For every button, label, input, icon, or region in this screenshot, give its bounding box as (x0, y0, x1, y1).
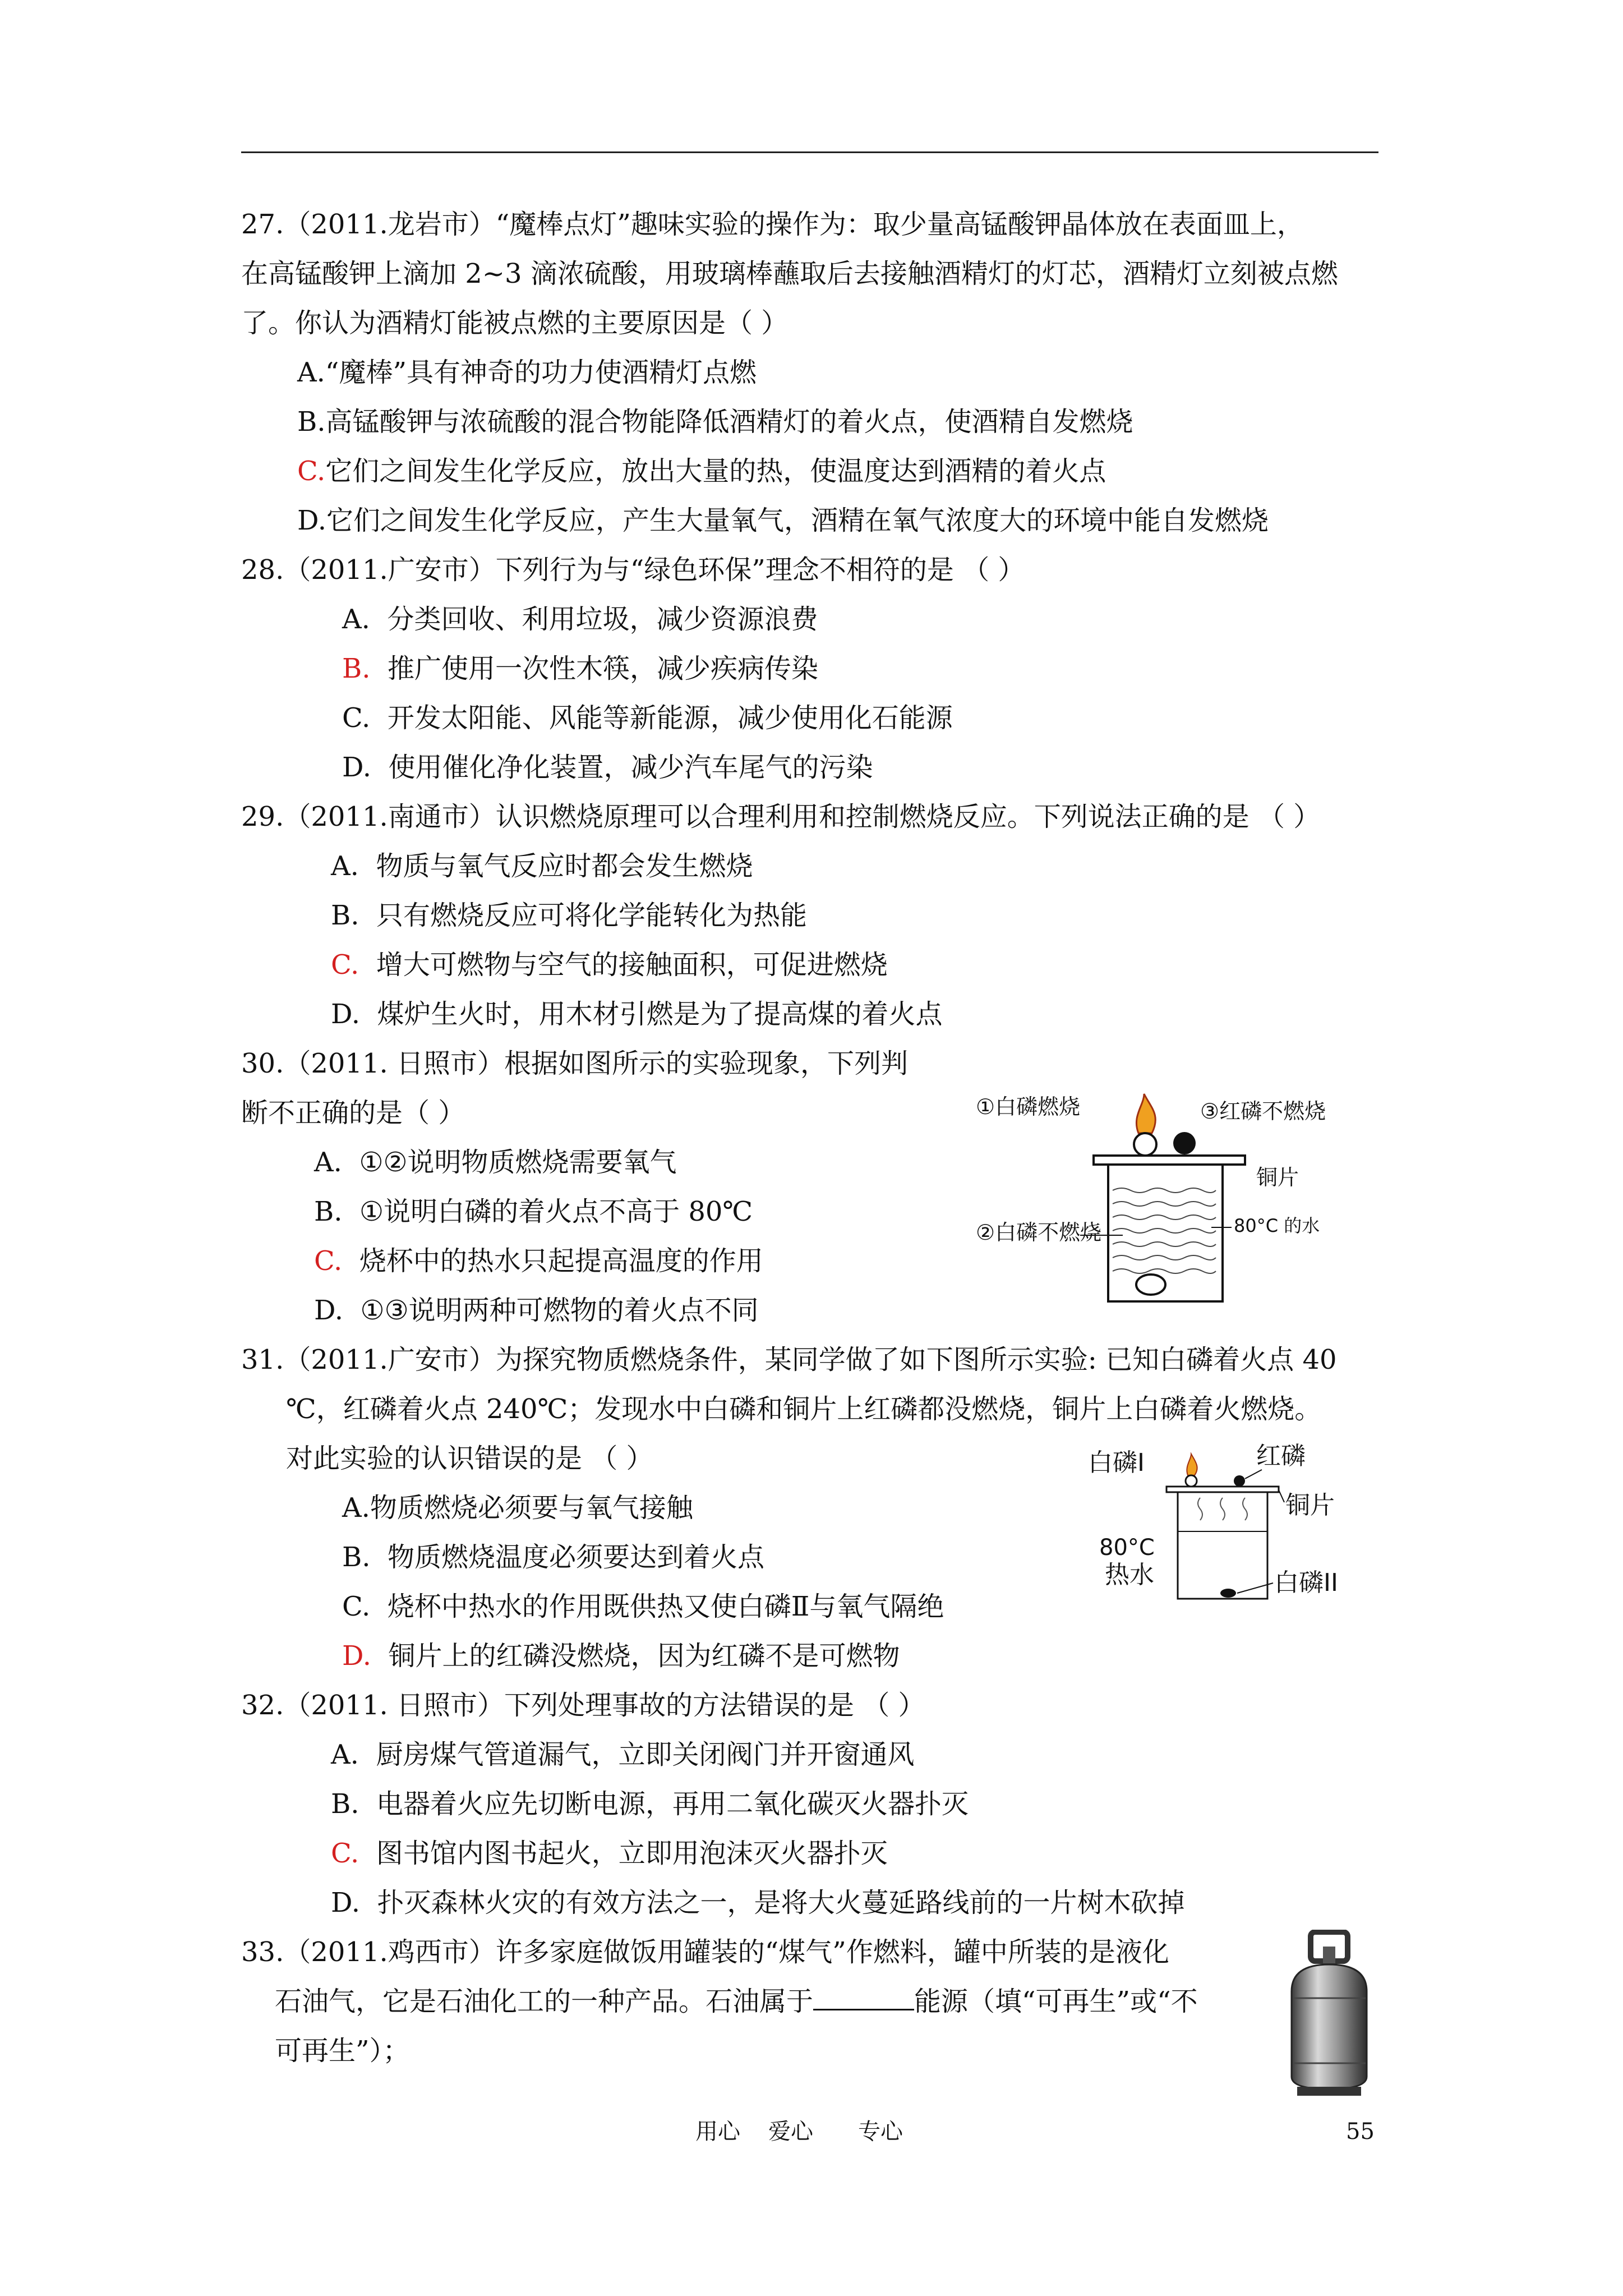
submerged-white-phosphorus (1220, 1589, 1236, 1598)
option-letter: A. (331, 1739, 359, 1770)
q27-option-d (297, 503, 1269, 539)
q32-option-b (331, 1786, 969, 1822)
q33-line-3: 可再生”）； (275, 2035, 410, 2067)
q27-stem-line-1: 27.（2011.龙岩市）“魔棒点灯”趣味实验的操作为：取少量高锰酸钾晶体放在表面皿上， (241, 209, 1304, 240)
q32-stem: 32.（2011. 日照市）下列处理事故的方法错误的是 （ ） (241, 1690, 925, 1721)
option-letter: A. (342, 1492, 370, 1524)
option-letter: D. (314, 1295, 344, 1326)
option-letter: B. (314, 1196, 343, 1227)
label-red-phosphorus-not-burning: ③红磷不燃烧 (1200, 1099, 1326, 1124)
q33-text-after-blank: 能源（填“可再生”或“不 (914, 1986, 1198, 2017)
option-letter: A. (297, 357, 325, 388)
option-text: 使用催化净化装置，减少汽车尾气的污染 (388, 752, 873, 783)
q29-option-d (331, 996, 943, 1032)
option-letter: D. (342, 752, 372, 783)
q31-experiment-figure (1088, 1436, 1380, 1616)
gas-cylinder-image (1276, 1930, 1382, 2098)
option-letter: B. (297, 406, 326, 438)
red-phosphorus-piece (1234, 1475, 1245, 1487)
option-text: 高锰酸钾与浓硫酸的混合物能降低酒精灯的着火点，使酒精自发燃烧 (325, 406, 1133, 438)
label-copper-plate: 铜片 (1256, 1165, 1299, 1190)
q31-option-d (342, 1638, 900, 1674)
q28-option-c (342, 700, 953, 736)
option-text: 厨房煤气管道漏气，立即关闭阀门并开窗通风 (376, 1739, 915, 1770)
option-text: 开发太阳能、风能等新能源，减少使用化石能源 (387, 702, 953, 734)
option-letter: B. (342, 1542, 371, 1573)
option-letter: B. (331, 1788, 359, 1820)
option-text: 煤炉生火时，用木材引燃是为了提高煤的着火点 (377, 999, 943, 1030)
cylinder-valve (1323, 1947, 1335, 1963)
option-text: 增大可燃物与空气的接触面积，可促进燃烧 (376, 949, 888, 981)
option-letter-answer: C. (331, 1838, 359, 1869)
option-text: ①③说明两种可燃物的着火点不同 (360, 1295, 759, 1326)
q33-text-before-blank: 石油气，它是石油化工的一种产品。石油属于 (275, 1986, 814, 2017)
pointer-line (1279, 1490, 1284, 1502)
pointer-line (1245, 1470, 1262, 1479)
q32-option-a (331, 1737, 914, 1773)
submerged-white-phosphorus (1136, 1274, 1165, 1295)
option-letter-answer: D. (342, 1640, 372, 1672)
q29-option-c (331, 947, 888, 983)
flame-icon (1136, 1094, 1155, 1133)
option-letter-answer: B. (342, 653, 371, 684)
label-white-phosphorus-1: 白磷I (1088, 1448, 1145, 1477)
q27-option-c (297, 453, 1106, 489)
option-letter: A. (331, 850, 359, 882)
footer-right-text: 专心 (858, 2119, 903, 2145)
red-phosphorus-piece (1173, 1132, 1196, 1154)
label-white-phosphorus-not-burning: ②白磷不燃烧 (976, 1220, 1102, 1245)
q27-stem-line-3: 了。你认为酒精灯能被点燃的主要原因是（ ） (241, 307, 789, 339)
option-letter: A. (314, 1147, 342, 1178)
option-text: 图书馆内图书起火，立即用泡沫灭火器扑灭 (376, 1838, 888, 1869)
copper-plate (1166, 1487, 1279, 1492)
q31-stem-line-2: ℃，红磷着火点 240℃；发现水中白磷和铜片上红磷都没燃烧，铜片上白磷着火燃烧。 (286, 1393, 1322, 1425)
q33-line-2 (275, 1984, 1198, 2019)
option-text: 烧杯中的热水只起提高温度的作用 (359, 1245, 763, 1277)
option-text: 烧杯中热水的作用既供热又使白磷Ⅱ与氧气隔绝 (387, 1591, 944, 1622)
cylinder-body (1292, 1964, 1367, 2089)
q30-option-c (314, 1243, 763, 1279)
answer-blank[interactable] (813, 1984, 914, 2010)
q30-option-b (314, 1194, 753, 1230)
footer-middle-text: 爱心 (768, 2119, 813, 2145)
option-text: 物质燃烧温度必须要达到着火点 (388, 1542, 765, 1573)
label-temperature: 80°C (1099, 1535, 1155, 1561)
option-letter: C. (342, 1591, 371, 1622)
label-copper-plate: 铜片 (1285, 1491, 1335, 1520)
q31-stem-line-1: 31.（2011.广安市）为探究物质燃烧条件，某同学做了如下图所示实验: 已知白磷着火点 40 (241, 1344, 1337, 1375)
white-phosphorus-piece (1134, 1133, 1156, 1156)
label-hot-water: 80°C 的水 (1234, 1215, 1320, 1236)
q30-option-a (314, 1144, 677, 1180)
water-waves (1113, 1188, 1216, 1273)
option-letter: D. (297, 505, 327, 536)
flame-icon (1187, 1454, 1197, 1475)
option-text: 它们之间发生化学反应，放出大量的热，使温度达到酒精的着火点 (325, 455, 1106, 487)
option-text: 物质与氧气反应时都会发生燃烧 (376, 850, 753, 882)
option-text: 分类回收、利用垃圾，减少资源浪费 (387, 604, 818, 635)
option-text: 它们之间发生化学反应，产生大量氧气，酒精在氧气浓度大的环境中能自发燃烧 (326, 505, 1269, 536)
option-letter: C. (342, 702, 371, 734)
q27-option-b (297, 404, 1133, 440)
label-white-phosphorus-burning: ①白磷燃烧 (976, 1094, 1081, 1119)
q28-option-d (342, 749, 873, 785)
option-text: 电器着火应先切断电源，再用二氧化碳灭火器扑灭 (376, 1788, 969, 1820)
q28-option-b (342, 651, 818, 687)
copper-plate (1094, 1156, 1245, 1165)
q27-option-a (297, 355, 757, 390)
q31-option-c (342, 1589, 944, 1625)
label-red-phosphorus: 红磷 (1256, 1442, 1306, 1470)
q27-stem-line-2: 在高锰酸钾上滴加 2~3 滴浓硫酸，用玻璃棒蘸取后去接触酒精灯的灯芯，酒精灯立刻被点燃 (241, 258, 1338, 289)
page-number: 55 (1346, 2119, 1375, 2145)
q32-option-d (331, 1885, 1185, 1921)
q30-stem-line-1: 30.（2011. 日照市）根据如图所示的实验现象，下列判 (241, 1048, 909, 1079)
option-letter: B. (331, 900, 359, 931)
steam-lines (1198, 1498, 1247, 1520)
q28-option-a (342, 601, 818, 637)
option-text: ①说明白磷的着火点不高于 80℃ (359, 1196, 753, 1227)
header-rule (241, 151, 1378, 153)
option-text: 推广使用一次性木筷，减少疾病传染 (388, 653, 819, 684)
option-letter: D. (331, 999, 361, 1030)
option-text: 物质燃烧必须要与氧气接触 (370, 1492, 693, 1524)
option-letter-answer: C. (297, 455, 326, 487)
footer-left-text: 用心 (695, 2119, 740, 2145)
q33-line-1: 33.（2011.鸡西市）许多家庭做饭用罐装的“煤气”作燃料，罐中所装的是液化 (241, 1936, 1169, 1968)
option-letter-answer: C. (331, 949, 359, 981)
label-white-phosphorus-2: 白磷II (1274, 1568, 1338, 1597)
q29-option-a (331, 848, 753, 884)
option-text: 扑灭森林火灾的有效方法之一，是将大火蔓延路线前的一片树木砍掉 (377, 1887, 1185, 1918)
option-letter: D. (331, 1887, 361, 1918)
q28-stem: 28.（2011.广安市）下列行为与“绿色环保”理念不相符的是 （ ） (241, 554, 1025, 586)
label-hot-water: 热水 (1105, 1561, 1154, 1589)
option-text: 只有燃烧反应可将化学能转化为热能 (376, 900, 808, 931)
option-letter: A. (342, 604, 370, 635)
option-text: 铜片上的红磷没燃烧，因为红磷不是可燃物 (388, 1640, 900, 1672)
q31-stem-line-3: 对此实验的认识错误的是 （ ） (286, 1443, 653, 1474)
white-phosphorus-piece (1186, 1475, 1197, 1487)
q32-option-c (331, 1835, 888, 1871)
q30-option-d (314, 1292, 759, 1328)
q31-option-b (342, 1539, 764, 1575)
cylinder-base (1297, 2087, 1361, 2096)
q30-experiment-figure (976, 1088, 1346, 1313)
option-text: ①②说明物质燃烧需要氧气 (359, 1147, 677, 1178)
q31-option-a (342, 1490, 693, 1526)
q29-stem: 29.（2011.南通市）认识燃烧原理可以合理利用和控制燃烧反应。下列说法正确的是 （ ） (241, 801, 1321, 832)
q30-stem-line-2: 断不正确的是（ ） (241, 1097, 465, 1129)
option-text: “魔棒”具有神奇的功力使酒精灯点燃 (325, 357, 757, 388)
option-letter-answer: C. (314, 1245, 343, 1277)
q29-option-b (331, 898, 807, 933)
